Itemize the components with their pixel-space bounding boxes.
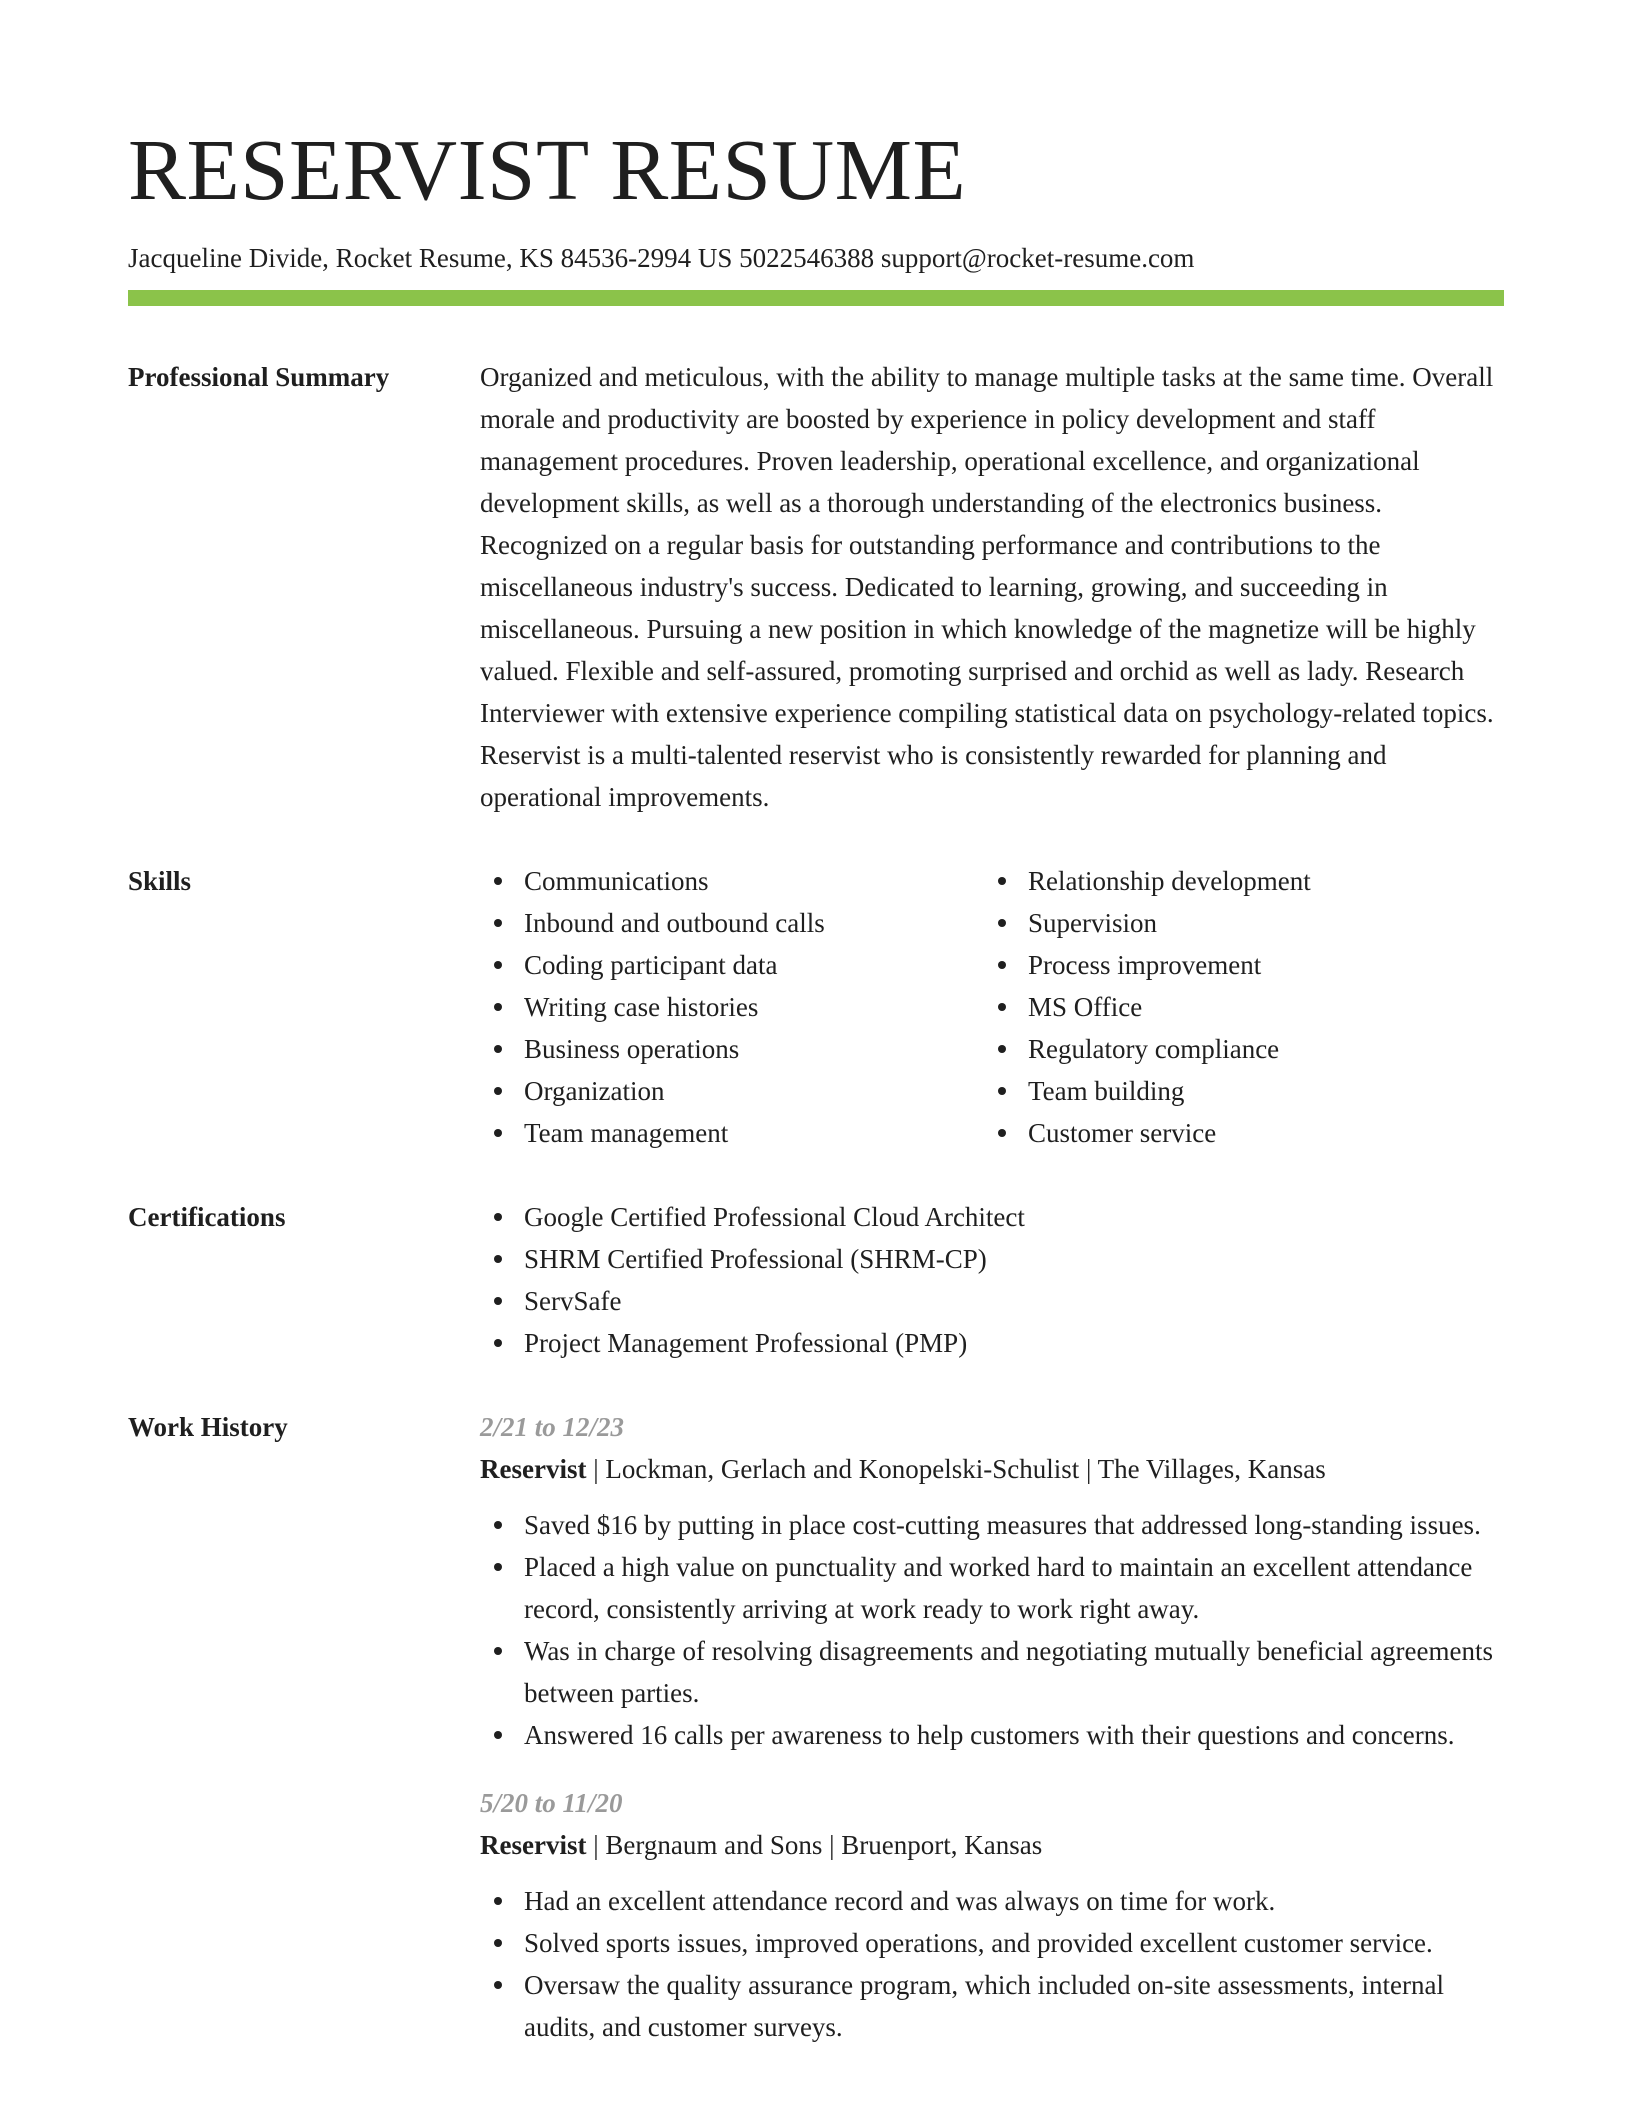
- certifications-section: [128, 1196, 1504, 1364]
- resume-page: [128, 120, 1504, 2048]
- work-history-content: [480, 1406, 1504, 2048]
- job-title: Reservist: [480, 1830, 587, 1860]
- skills-section: [128, 860, 1504, 1154]
- job-dates: 2/21 to 12/23: [480, 1412, 625, 1442]
- certifications-list: [480, 1196, 1504, 1364]
- header-divider: [128, 290, 1504, 306]
- job-dates: 5/20 to 11/20: [480, 1788, 623, 1818]
- skills-list-right: [984, 860, 1488, 1154]
- skill-item: Team management: [480, 1112, 984, 1154]
- skill-item: Process improvement: [984, 944, 1488, 986]
- skill-item: Customer service: [984, 1112, 1488, 1154]
- skill-item: Coding participant data: [480, 944, 984, 986]
- job-heading: [480, 1448, 1504, 1490]
- job-entry: [480, 1406, 1504, 1756]
- job-details: | Lockman, Gerlach and Konopelski-Schulist | The Villages, Kansas: [586, 1454, 1326, 1484]
- job-bullet: Oversaw the quality assurance program, which included on-site assessments, internal audits, and customer surveys.: [480, 1964, 1504, 2048]
- work-history-section: [128, 1406, 1504, 2048]
- skills-list-left: [480, 860, 984, 1154]
- skill-item: Communications: [480, 860, 984, 902]
- skill-item: MS Office: [984, 986, 1488, 1028]
- contact-line: Jacqueline Divide, Rocket Resume, KS 84536-2994 US 5022546388 support@rocket-resume.com: [128, 243, 1195, 273]
- job-heading: [480, 1824, 1504, 1866]
- skill-item: Organization: [480, 1070, 984, 1112]
- job-bullet: Answered 16 calls per awareness to help customers with their questions and concerns.: [480, 1714, 1504, 1756]
- skill-item: Business operations: [480, 1028, 984, 1070]
- skill-item: Writing case histories: [480, 986, 984, 1028]
- work-history-heading: Work History: [128, 1412, 288, 1442]
- skills-columns: [480, 860, 1504, 1154]
- job-bullet: Saved $16 by putting in place cost-cutting measures that addressed long-standing issues.: [480, 1504, 1504, 1546]
- summary-section: [128, 356, 1504, 818]
- job-bullets: [480, 1880, 1504, 2048]
- skill-item: Inbound and outbound calls: [480, 902, 984, 944]
- certification-item: ServSafe: [480, 1280, 1504, 1322]
- certification-item: Google Certified Professional Cloud Architect: [480, 1196, 1504, 1238]
- job-details: | Bergnaum and Sons | Bruenport, Kansas: [586, 1830, 1043, 1860]
- skill-item: Team building: [984, 1070, 1488, 1112]
- resume-title: RESERVIST RESUME: [128, 121, 967, 218]
- job-title: Reservist: [480, 1454, 587, 1484]
- skill-item: Regulatory compliance: [984, 1028, 1488, 1070]
- job-bullets: [480, 1504, 1504, 1756]
- job-entry: [480, 1782, 1504, 2048]
- summary-text: Organized and meticulous, with the ability to manage multiple tasks at the same time. Overall morale and productivity are boosted by experience in policy development and staff management procedures. Proven leadership, operational excellence, and organizational development skills, as well as a thorough understanding of the electronics business. Recognized on a regular basis for outstanding performance and contributions to the miscellaneous industry's success. Dedicated to learning, growing, and succeeding in miscellaneous. Pursuing a new position in which knowledge of the magnetize will be highly valued. Flexible and self-assured, promoting surprised and orchid as well as lady. Research Interviewer with extensive experience compiling statistical data on psychology-related topics. Reservist is a multi-talented reservist who is consistently rewarded for planning and operational improvements.: [480, 362, 1494, 812]
- certification-item: SHRM Certified Professional (SHRM-CP): [480, 1238, 1504, 1280]
- skill-item: Supervision: [984, 902, 1488, 944]
- skills-heading: Skills: [128, 866, 192, 896]
- summary-heading: Professional Summary: [128, 362, 390, 392]
- job-bullet: Had an excellent attendance record and was always on time for work.: [480, 1880, 1504, 1922]
- job-bullet: Placed a high value on punctuality and worked hard to maintain an excellent attendance record, consistently arriving at work ready to work right away.: [480, 1546, 1504, 1630]
- job-bullet: Solved sports issues, improved operations, and provided excellent customer service.: [480, 1922, 1504, 1964]
- certification-item: Project Management Professional (PMP): [480, 1322, 1504, 1364]
- skill-item: Relationship development: [984, 860, 1488, 902]
- job-bullet: Was in charge of resolving disagreements and negotiating mutually beneficial agreements between parties.: [480, 1630, 1504, 1714]
- certifications-heading: Certifications: [128, 1202, 286, 1232]
- certifications-content: [480, 1196, 1504, 1364]
